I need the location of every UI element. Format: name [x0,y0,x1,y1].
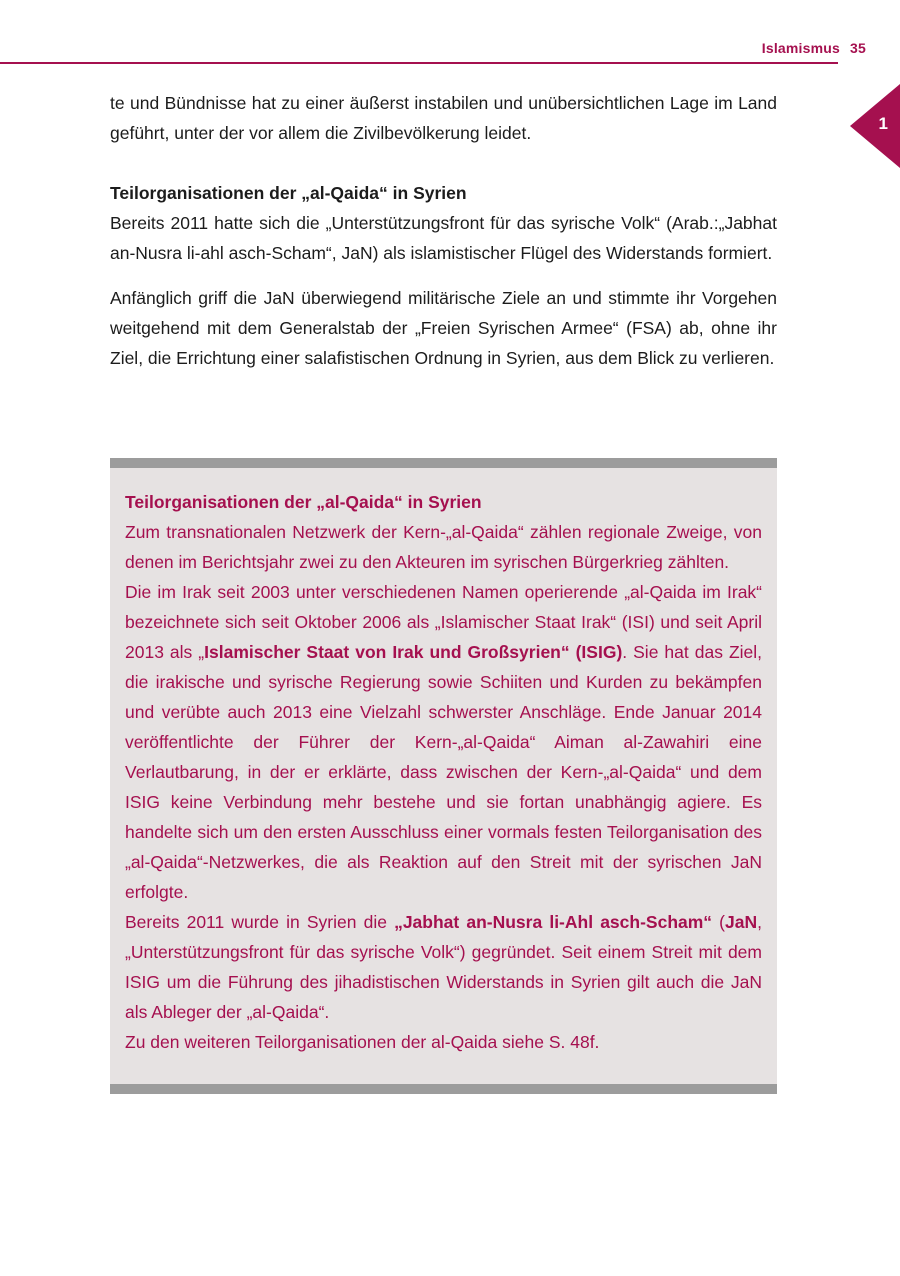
info-box [110,458,777,1094]
section-heading: Teilorganisationen der „al-Qaida“ in Syrien [110,183,467,203]
running-header [762,40,866,56]
section-title: Islamismus [761,40,841,56]
info-paragraph [125,577,762,907]
bold-term: JaN [725,912,758,932]
paragraph: Anfänglich griff die JaN überwiegend militärische Ziele an und stimmte ihr Vorgehen weitgehend mit dem Generalstab der „Freien Syrischen Armee“ (FSA) ab, ohne ihr Ziel, die Errichtung einer salafistischen Ordnung in Syrien, aus dem Blick zu verlieren. [110,288,777,368]
text-run: ( [712,912,725,932]
chapter-number: 1 [878,114,888,133]
paragraph: te und Bündnisse hat zu einer äußerst instabilen und unübersichtlichen Lage im Land geführt, unter der vor allem die Zivilbevölkerung leidet. [110,93,777,143]
paragraph: Bereits 2011 hatte sich die „Unterstützungsfront für das syrische Volk“ (Arab.:„Jabhat an-Nusra li-ahl asch-Scham“, JaN) als islamistischer Flügel des Widerstands formiert. [110,213,777,263]
text-run: Die im Irak seit 2003 unter verschiedenen Namen operierende „al-Qaida im Irak“ bezeichnete sich seit Oktober 2006 als „Islamischer Staat Irak“ (ISI) und seit April 2013 als „ [125,582,762,662]
text-run: Bereits 2011 wurde in Syrien die [125,912,395,932]
info-paragraph: Zum transnationalen Netzwerk der Kern-„al-Qaida“ zählen regionale Zweige, von denen im Berichtsjahr zwei zu den Akteuren im syrischen Bürgerkrieg zählten. [125,522,762,572]
text-run: , „Unterstützungsfront für das syrische Volk“) gegründet. Seit einem Streit mit dem ISIG um die Führung des jihadistischen Widerstands in Syrien gilt auch die JaN als Ableger der „al-Qaida“. [125,912,762,1022]
info-paragraph [125,907,762,1027]
chapter-tab [850,84,900,168]
page-number: 35 [850,40,866,56]
header-rule [0,62,838,64]
info-paragraph: Zu den weiteren Teilorganisationen der al-Qaida siehe S. 48f. [125,1032,600,1052]
bold-term: „Jabhat an-Nusra li-Ahl asch-Scham“ [394,912,713,932]
info-box-title: Teilorganisationen der „al-Qaida“ in Syrien [125,492,482,512]
main-text [110,88,777,373]
text-run: . Sie hat das Ziel, die irakische und syrische Regierung sowie Schiiten und Kurden zu bekämpfen und verübte auch 2013 eine Vielzahl schwerster Anschläge. Ende Januar 2014 veröffentlichte der Führer der Kern-„al-Qaida“ Aiman al-Zawahiri eine Verlautbarung, in der er erklärte, dass zwischen der Kern-„al-Qaida“ und dem ISIG keine Verbindung mehr bestehe und sie fortan unabhängig agiere. Es handelte sich um den ersten Ausschluss einer vormals festen Teilorganisation des „al-Qaida“-Netzwerkes, die als Reaktion auf den Streit mit der syrischen JaN erfolgte. [125,642,763,902]
bold-term: Islamischer Staat von Irak und Großsyrien“ (ISIG) [204,642,623,662]
